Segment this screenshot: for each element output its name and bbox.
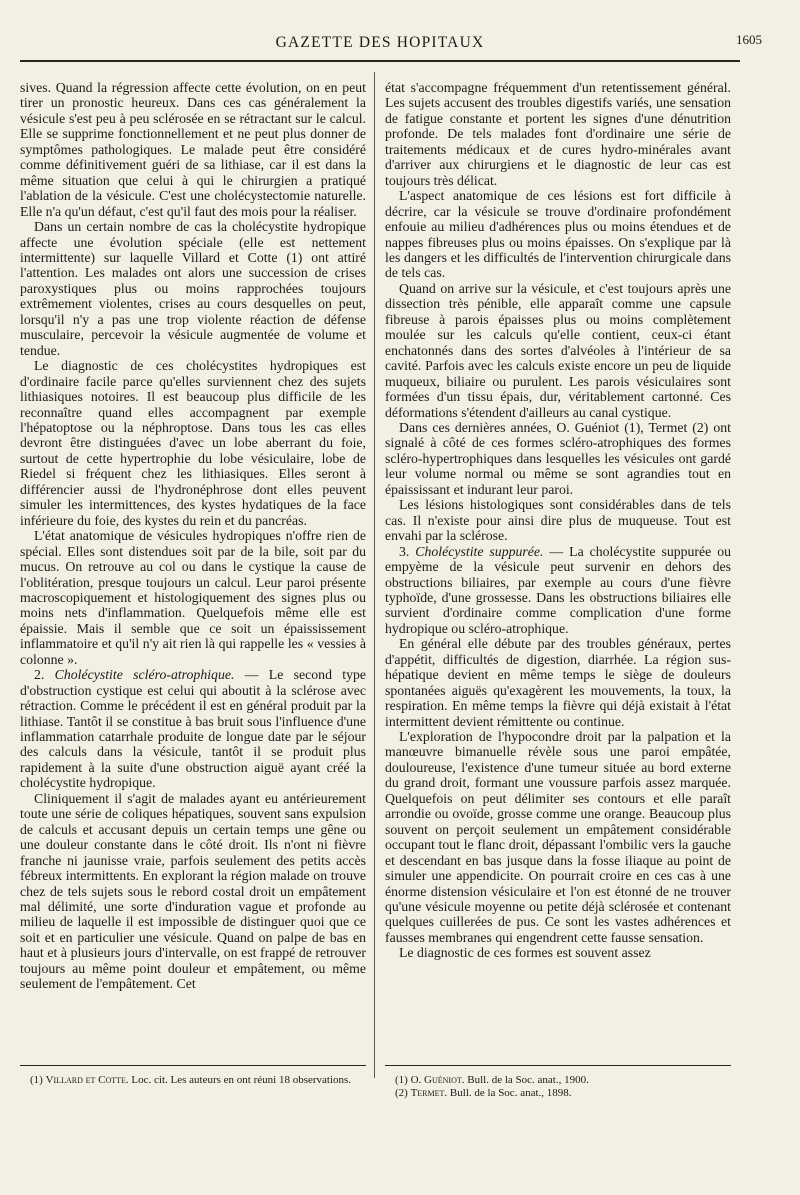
paragraph: Dans un certain nombre de cas la cholécystite hydropique affecte une évolution spéciale (elle est nettement intermittente) sur laquelle Villard et Cotte (1) ont attiré l'attention. Les malades ont alors une succession de crises paroxystiques plus ou moins rapprochées toujours extrêmement violentes, crises au cours desquelles on peut, lorsqu'il n'y a pas une trop violente réaction de défense musculaire, percevoir la vésicule augmentée de volume et tendue. bbox=[20, 219, 366, 358]
paragraph: Dans ces dernières années, O. Guéniot (1), Termet (2) ont signalé à côté de ces formes scléro-atrophiques des formes scléro-hypertrophiques dans lesquelles les vésicules ont gardé leur volume normal ou même se sont agrandies tout en épaississant et indurant leur paroi. bbox=[385, 419, 731, 497]
header-rule bbox=[20, 60, 740, 62]
right-column bbox=[385, 80, 731, 961]
section-title: Cholécystite suppurée. bbox=[415, 543, 544, 559]
footnote-journal: Bull. de la Soc. anat. bbox=[449, 1087, 542, 1099]
footnote-author: Termet. bbox=[410, 1087, 448, 1099]
paragraph: Le diagnostic de ces formes est souvent assez bbox=[399, 945, 651, 961]
section-number: 3. bbox=[399, 543, 410, 559]
section-text: — La cholécystite suppurée ou empyème de la vésicule peut survenir en dehors des obstructions biliaires, par exemple au cours d'une fièvre typhoïde, d'une grossesse. Dans les obstructions biliaires elle survient d'ordinaire comme complication d'une forme hydropique ou scléro-atrophique. bbox=[385, 543, 731, 636]
section-3-paragraph bbox=[385, 544, 731, 637]
footnote-text: Loc. cit. Les auteurs en ont réuni 18 observations. bbox=[128, 1074, 352, 1086]
paragraph: Le diagnostic de ces cholécystites hydropiques est d'ordinaire facile parce qu'elles surviennent chez des sujets lithiasiques notoires. Il est beaucoup plus difficile de les reconnaître quand elles accompagnent par exemple l'hépatoptose ou la néphroptose. Dans tous les cas elles devront être distinguées d'avec un lobe aberrant du foie, surtout de cette hypertrophie du lobe vésiculaire, lobe de Riedel si fréquent chez les lithiasiques. Elles seront à différencier aussi de l'hydronéphrose dont elles peuvent simuler les intermittences, des kystes hydatiques de la face inférieure du foie, des kystes du rein et du pancréas. bbox=[20, 358, 366, 528]
paragraph: En général elle débute par des troubles généraux, pertes d'appétit, difficultés de digestion, diarrhée. La région sus-hépatique devient en même temps le siège de douleurs spontanées aiguës qu'exagèrent les mouvements, la toux, la respiration. En même temps la fièvre qui déjà existait à l'état intermittent devient rémittente ou continue. bbox=[385, 636, 731, 729]
section-title: Cholécystite scléro-atrophique. bbox=[54, 667, 235, 683]
footnote-journal: Bull. de la Soc. anat. bbox=[467, 1074, 559, 1086]
section-text: — Le second type d'obstruction cystique est celui qui aboutit à la sclérose avec rétraction. Comme le précédent il est en général produit par la lithiase. Tantôt il se constitue à bas bruit sous l'influence d'une inflammation catarrhale produite de longue date par le séjour des calculs dans la vésicule, tantôt il se produit plus rapidement à la suite d'une obstruction aiguë ayant créé la cholécystite hydropique. bbox=[20, 667, 367, 791]
footnotes-left bbox=[20, 1074, 366, 1087]
footnote-year: , 1898. bbox=[541, 1087, 572, 1099]
paragraph: sives. Quand la régression affecte cette évolution, on en peut tirer un pronostic heureux. Dans ces cas généralement la vésicule s'est peu à peu sclérosée en se rétractant sur le calcul. Elle se supprime fonctionnellement et ne peut plus donner de symptômes pathologiques. Le malade peut être considéré comme définitivement guéri de sa lithiase, car il est dans la même situation que celui à qui le chirurgien a pratiqué l'ablation de la vésicule. C'est une cholécystectomie naturelle. Elle n'a qu'un défaut, c'est qu'il faut des mois pour la réaliser. bbox=[20, 80, 366, 219]
footnote-year: , 1900. bbox=[558, 1074, 589, 1086]
paragraph: L'état anatomique de vésicules hydropiques n'offre rien de spécial. Elles sont distendues soit par de la bile, soit par du mucus. On retrouve au col ou dans le cystique la cause de l'oblitération, presque toujours un calcul. Leur paroi présente macroscopiquement et histologiquement des signes plus ou moins nets d'inflammation. Quelquefois même elle est épaissie. Mais il semble que ce soit un épaississement inflammatoire et qu'il n'y ait rien là qui rappelle les « vessies à colonne ». bbox=[20, 528, 366, 667]
paragraph: L'aspect anatomique de ces lésions est fort difficile à décrire, car la vésicule se trouve d'ordinaire profondément enfouie au milieu d'adhérences plus ou moins étendues et de nappes fibreuses plus ou moins épaisses. On s'explique par là les dangers et les difficultés de l'intervention chirurgicale dans de tels cas. bbox=[385, 188, 731, 281]
footnote bbox=[385, 1087, 731, 1100]
column-divider bbox=[374, 72, 375, 1078]
footnote-author: O. Guéniot. bbox=[410, 1074, 465, 1086]
footnote-marker: (2) bbox=[395, 1087, 408, 1099]
footnote-author: Villard et Cotte. bbox=[45, 1074, 129, 1086]
paragraph: L'exploration de l'hypocondre droit par la palpation et la manœuvre bimanuelle révèle sous une paroi empâtée, douloureuse, l'existence d'une tumeur située au bord externe du grand droit, formant une voussure parfois assez marquée. Quelquefois on peut délimiter ses contours et elle paraît arrondie ou ovoïde, grosse comme une orange. Beaucoup plus souvent on perçoit seulement un empâtement considérable occupant tout le flanc droit, dépassant l'ombilic vers la gauche et descendant en bas jusque dans la fosse iliaque au point de simuler une appendicite. On pourrait croire en ces cas à une énorme distension vésiculaire et l'on est étonné de ne trouver qu'une vésicule moyenne ou petite déjà sclérosée et contenant quelques cuillerées de pus. Ce sont les vastes adhérences et fausses membranes qui engendrent cette fausse sensation. bbox=[385, 729, 731, 945]
page-number: 1605 bbox=[736, 32, 762, 47]
footnote-rule-left bbox=[20, 1065, 366, 1066]
paragraph: état s'accompagne fréquemment d'un retentissement général. Les sujets accusent des troubles digestifs variés, une sensation de fatigue constante et portent les signes d'une dénutrition profonde. De tels malades font d'ordinaire une série de traitements médicaux et de cures hydro-minérales avant d'arriver aux chirurgiens et le diagnostic de leur cas est toujours très délicat. bbox=[385, 80, 731, 188]
paragraph: Cliniquement il s'agit de malades ayant eu antérieurement toute une série de coliques hépatiques, souvent sans expulsion de calculs et accusant depuis un certain temps une gêne ou une douleur constante dans le côté droit. Ils n'ont ni fièvre franche ni jaunisse vraie, parfois seulement des petits accès fébreux intermittents. En explorant la région malade on trouve chez de tels sujets sous le rebord costal droit un empâtement mal délimité, une sorte d'induration vague et profonde au milieu de laquelle il est impossible de distinguer quoi que ce soit et en particulier une vésicule. Quand on palpe de bas en haut et à plusieurs jours d'intervalle, on est frappé de retrouver toujours au même point douleur et empâtement, ou même seulement de l'empâtement. Cet bbox=[20, 790, 366, 992]
footnote bbox=[385, 1074, 731, 1087]
footnote bbox=[20, 1074, 366, 1087]
footnotes-right bbox=[385, 1074, 731, 1100]
paragraph: Les lésions histologiques sont considérables dans de tels cas. Il n'existe pour ainsi dire plus de muqueuse. Tout est envahi par la sclérose. bbox=[385, 497, 731, 544]
left-column bbox=[20, 80, 366, 992]
section-2-paragraph bbox=[20, 667, 366, 791]
page-header bbox=[20, 30, 762, 60]
paragraph: Quand on arrive sur la vésicule, et c'est toujours après une dissection très pénible, elle apparaît comme une capsule fibreuse à parois épaisses plus ou moins complètement moulée sur les calculs qu'elle contient, ceux-ci étant enchatonnés dans des sortes d'alvéoles à l'intérieur de sa cavité. Parfois avec les calculs existe encore un peu de liquide muqueux, biliaire ou purulent. Les parois vésiculaires sont formées d'un tissu épais, dur, véritablement cartonné. Ces déformations s'étendent d'ailleurs au canal cystique. bbox=[385, 280, 731, 420]
section-number: 2. bbox=[34, 667, 45, 683]
journal-title: GAZETTE DES HOPITAUX bbox=[275, 34, 485, 51]
footnote-rule-right bbox=[385, 1065, 731, 1066]
footnote-marker: (1) bbox=[395, 1074, 408, 1086]
footnote-marker: (1) bbox=[30, 1074, 43, 1086]
